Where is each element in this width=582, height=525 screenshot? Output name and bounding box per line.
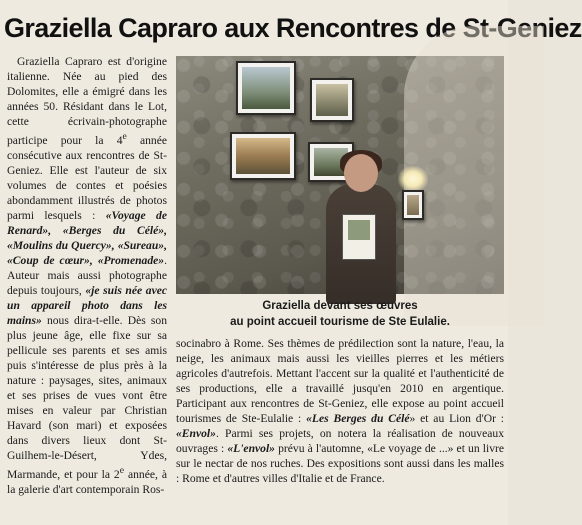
wall-lamp bbox=[398, 166, 428, 192]
text-span: . Parmi ses projets, on notera la réalisation de nouveaux ouvrages : bbox=[176, 427, 504, 455]
book-title: , «Coup de cœur» bbox=[7, 238, 167, 267]
book-title: «Voyage de Renard» bbox=[7, 208, 167, 237]
article-column-left bbox=[7, 54, 167, 520]
photo-caption bbox=[176, 298, 504, 332]
text-span: année consécutive aux rencontres de St-Geniez. Elle est l'auteur de six volumes de contes et poésies abondamment illustrés de photos parmi lesquels : bbox=[7, 133, 168, 222]
superscript: e bbox=[122, 131, 127, 142]
book-title: «L'envol» bbox=[227, 442, 275, 455]
person-head bbox=[344, 154, 378, 192]
book-title: , «Moulins du Quercy» bbox=[7, 223, 167, 252]
book-title: , «Berges du Célé» bbox=[48, 223, 165, 237]
text-span: année, à la galerie d'art contemporain Ros- bbox=[7, 467, 167, 496]
article-paragraph bbox=[7, 54, 167, 497]
article-column-right bbox=[176, 336, 504, 522]
caption-line: Graziella devant ses œuvres bbox=[262, 300, 418, 312]
caption-line: au point accueil tourisme de Ste Eulalie. bbox=[230, 316, 450, 328]
book-title: «Envol» bbox=[176, 427, 216, 440]
book-title: « bbox=[306, 412, 312, 425]
superscript: e bbox=[119, 464, 125, 476]
book-title: Les Berges du Célé bbox=[311, 412, 410, 425]
text-span: . Auteur mais aussi photographe depuis toujours, bbox=[7, 253, 167, 297]
framed-photo bbox=[402, 190, 424, 220]
text-span: socinabro à Rome. Ses thèmes de prédilection sont la nature, l'eau, la neige, les animaux mais aussi les vieilles pierres et les métiers agricoles d'autrefois. Mettant l'accent sur la qualité et l'authenticité de ses productions, elle a travaillé jusqu'en 2010 en argentique. Participant aux rencontres de St-Geniez, elle expose au point accueil tourismes de Ste-Eulalie : bbox=[176, 337, 504, 425]
held-book bbox=[342, 214, 376, 260]
text-span: prévu à l'automne, «Le voyage de ...» et un livre sur le nectar de nos ruches. Des expositions sont aussi dans les malles : Rome et d'autres villes d'Italie et de France. bbox=[176, 442, 505, 485]
exhibition-photo bbox=[176, 56, 504, 294]
text-span: nous dira-t-elle. Dès son plus jeune âge, elle fixe sur sa pellicule ses parents et ses amis puis s'intéresse de plus près à la nature : paysages, sites, animaux et ses prises de vues vont être mises en valeur par Christian Havard (son mari) et exposées dans divers lieux dont St-Guilhem-le-Désert, Ydes, Marmande, et pour la 2 bbox=[7, 313, 167, 481]
book-title: , «Sureau» bbox=[111, 238, 165, 252]
headline: Graziella Capraro aux Rencontres de St-Geniez bbox=[4, 13, 582, 43]
text-span: Graziella Capraro est d'origine italienne. Née au pied des Dolomites, elle a émigré dans les années 50. Résidant dans le Lot, cette écrivain-photographe participe pour la 4 bbox=[7, 55, 167, 147]
framed-photo bbox=[310, 78, 354, 122]
quote: «je suis née avec un appareil photo dans les mains» bbox=[7, 283, 168, 327]
framed-photo bbox=[236, 61, 296, 115]
text-span: » et au Lion d'Or : bbox=[409, 412, 504, 425]
article-paragraph bbox=[176, 336, 504, 486]
framed-photo bbox=[230, 132, 296, 180]
book-title: , «Promenade» bbox=[89, 253, 165, 267]
